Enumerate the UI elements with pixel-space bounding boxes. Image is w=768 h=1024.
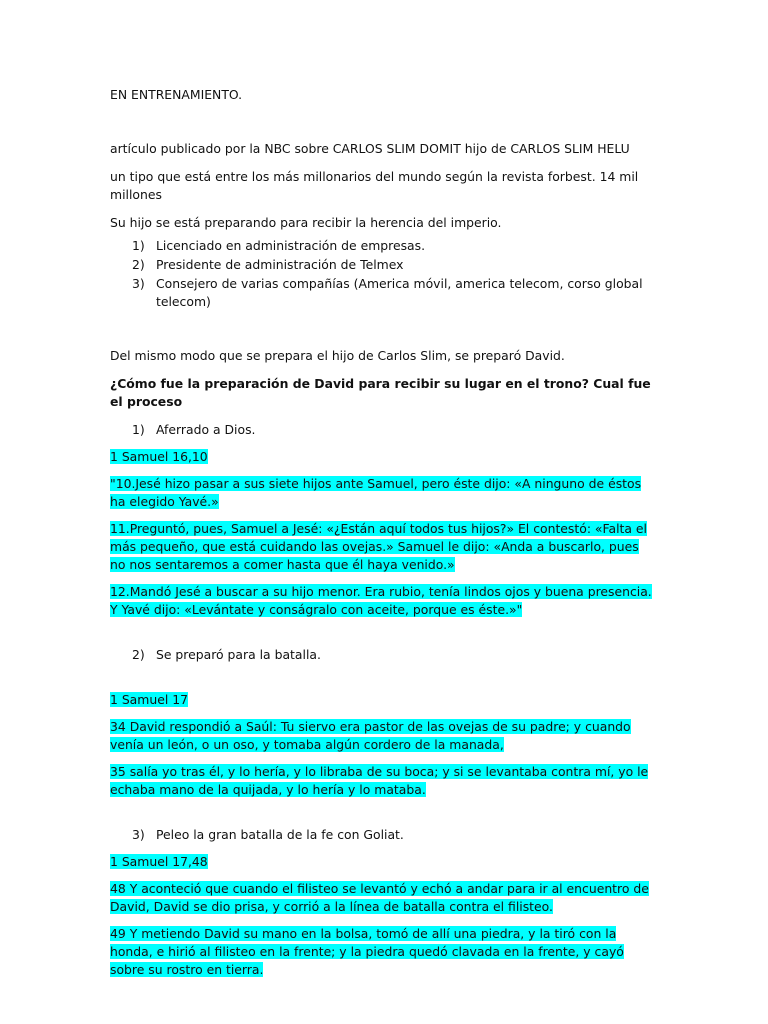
highlighted-text: 11.Preguntó, pues, Samuel a Jesé: «¿Están aquí todos tus hijos?» El contestó: «Falta el más pequeño, que está cuidando las ovejas.» Samuel le dijo: «Anda a buscarlo, pues no nos sentaremos a comer hasta que él haya venido.»	[110, 521, 647, 572]
highlighted-text: 1 Samuel 17	[110, 692, 188, 707]
highlighted-text: 1 Samuel 16,10	[110, 449, 208, 464]
point-2	[110, 646, 658, 664]
intro-line-1: artículo publicado por la NBC sobre CARLOS SLIM DOMIT hijo de CARLOS SLIM HELU	[110, 141, 630, 156]
list-item	[110, 256, 658, 274]
list-number: 1)	[132, 238, 145, 253]
list-text: Consejero de varias compañías (America móvil, america telecom, corso global telecom)	[156, 276, 643, 309]
intro-line-3: Su hijo se está preparando para recibir la herencia del imperio.	[110, 215, 502, 230]
verse-paragraph	[110, 925, 658, 979]
highlighted-text: 48 Y aconteció que cuando el filisteo se levantó y echó a andar para ir al encuentro de David, David se dio prisa, y corrió a la línea de batalla contra el filisteo.	[110, 881, 649, 914]
verse-paragraph	[110, 583, 658, 619]
bible-reference-3	[110, 853, 658, 871]
list-item	[110, 275, 658, 311]
list-text: Presidente de administración de Telmex	[156, 257, 404, 272]
credentials-list	[110, 237, 658, 311]
list-number: 2)	[132, 257, 145, 272]
point-1	[110, 421, 658, 439]
point-3	[110, 826, 658, 844]
highlighted-text: "10.Jesé hizo pasar a sus siete hijos ante Samuel, pero éste dijo: «A ninguno de éstos ha elegido Yavé.»	[110, 476, 642, 509]
question-paragraph: ¿Cómo fue la preparación de David para recibir su lugar en el trono? Cual fue el proceso	[110, 376, 651, 409]
point-text: Se preparó para la batalla.	[156, 647, 321, 662]
document-heading: EN ENTRENAMIENTO.	[110, 87, 243, 102]
list-item	[110, 237, 658, 255]
bible-reference-1	[110, 448, 658, 466]
verse-paragraph	[110, 763, 658, 799]
bible-reference-2	[110, 691, 658, 709]
highlighted-text: 35 salía yo tras él, y lo hería, y lo libraba de su boca; y si se levantaba contra mí, yo le echaba mano de la quijada, y lo hería y lo mataba.	[110, 764, 649, 797]
verse-paragraph	[110, 880, 658, 916]
verse-paragraph	[110, 475, 658, 511]
highlighted-text: 34 David respondió a Saúl: Tu siervo era pastor de las ovejas de su padre; y cuando venía un león, o un oso, y tomaba algún cordero de la manada,	[110, 719, 631, 752]
verse-paragraph	[110, 520, 658, 574]
list-number: 3)	[132, 276, 145, 291]
highlighted-text: 12.Mandó Jesé a buscar a su hijo menor. Era rubio, tenía lindos ojos y buena presencia. Y Yavé dijo: «Levántate y conságralo con aceite, porque es éste.»"	[110, 584, 652, 617]
highlighted-text: 1 Samuel 17,48	[110, 854, 208, 869]
highlighted-text: 49 Y metiendo David su mano en la bolsa, tomó de allí una piedra, y la tiró con la honda, e hirió al filisteo en la frente; y la piedra quedó clavada en la frente, y cayó sobre su rostro en tierra.	[110, 926, 624, 977]
verse-paragraph	[110, 718, 658, 754]
point-number: 3)	[132, 827, 145, 842]
point-number: 1)	[132, 422, 145, 437]
point-text: Aferrado a Dios.	[156, 422, 256, 437]
point-text: Peleo la gran batalla de la fe con Goliat.	[156, 827, 404, 842]
comparison-paragraph: Del mismo modo que se prepara el hijo de Carlos Slim, se preparó David.	[110, 348, 565, 363]
list-text: Licenciado en administración de empresas.	[156, 238, 426, 253]
point-number: 2)	[132, 647, 145, 662]
document-page	[110, 86, 658, 979]
intro-line-2: un tipo que está entre los más millonarios del mundo según la revista forbest. 14 mil millones	[110, 169, 639, 202]
